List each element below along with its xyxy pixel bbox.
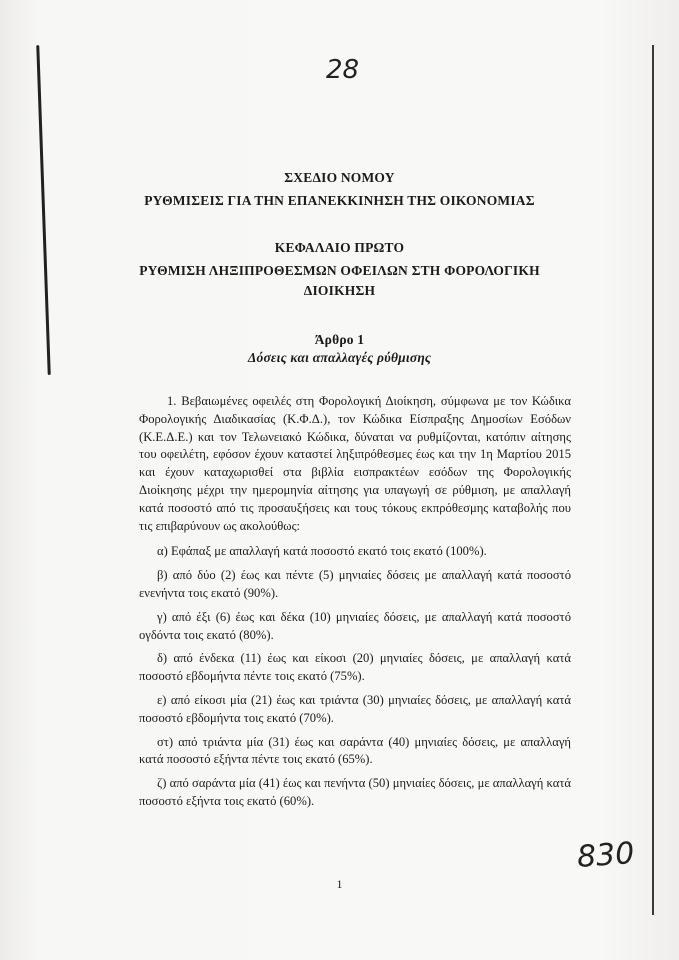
list-item-st: στ) από τριάντα μία (31) έως και σαράντα (40) μηνιαίες δόσεις, με απαλλαγή κατά ποσοστό εξήντα πέντε τοις εκατό (65%).: [139, 734, 571, 767]
chapter-title-line2: ΔΙΟΙΚΗΣΗ: [303, 283, 376, 298]
handwritten-page-number: 28: [326, 55, 360, 85]
handwritten-number: 830: [575, 836, 636, 875]
list-item-d: δ) από ένδεκα (11) έως και είκοσι (20) μηνιαίες δόσεις, με απαλλαγή κατά ποσοστό εβδομήντα πέντε τοις εκατό (75%).: [139, 651, 571, 684]
list-item-a: α) Εφάπαξ με απαλλαγή κατά ποσοστό εκατό τοις εκατό (100%).: [157, 544, 487, 559]
article-body: [139, 393, 571, 817]
chapter-heading: ΚΕΦΑΛΑΙΟ ΠΡΩΤΟ: [274, 240, 405, 255]
list-item-z: ζ) από σαράντα μία (41) έως και πενήντα (50) μηνιαίες δόσεις, με απαλλαγή κατά ποσοστό εξήντα τοις εκατό (60%).: [139, 776, 571, 808]
list-item-b: β) από δύο (2) έως και πέντε (5) μηνιαίες δόσεις με απαλλαγή κατά ποσοστό ενενήντα τοις εκατό (90%).: [139, 568, 571, 600]
law-title-heading: ΡΥΘΜΙΣΕΙΣ ΓΙΑ ΤΗΝ ΕΠΑΝΕΚΚΙΝΗΣΗ ΤΗΣ ΟΙΚΟΝΟΜΙΑΣ: [144, 193, 535, 208]
paragraph-1: 1. Βεβαιωμένες οφειλές στη Φορολογική Διοίκηση, σύμφωνα με τον Κώδικα Φορολογικής Διαδικασίας (Κ.Φ.Δ.), τον Κώδικα Είσπραξης Δημοσίων Εσόδων (Κ.Ε.Δ.Ε.) και τον Τελωνειακό Κώδικα, δύναται να ρυθμίζονται, κατόπιν αίτησης του οφειλέτη, εφόσον έχουν καταστεί ληξιπρόθεσμες έως και την 1η Μαρτίου 2015 και έχουν καταχωρισθεί στα βιβλία εισπρακτέων εσόδων της Φορολογικής Διοίκησης μέχρι την ημερομηνία αίτησης για υπαγωγή σε ρύθμιση, με απαλλαγή κατά ποσοστό από τις προσαυξήσεις και τους τόκους εκπρόθεσμης καταβολής που τις επιβαρύνουν ως ακολούθως:: [139, 394, 571, 533]
chapter-title-line1: ΡΥΘΜΙΣΗ ΛΗΞΙΠΡΟΘΕΣΜΩΝ ΟΦΕΙΛΩΝ ΣΤΗ ΦΟΡΟΛΟΓΙΚΗ: [139, 263, 540, 278]
article-heading: Άρθρο 1: [314, 332, 365, 347]
left-edge-mark: [36, 45, 51, 375]
list-item-e: ε) από είκοσι μία (21) έως και τριάντα (30) μηνιαίες δόσεις, με απαλλαγή κατά ποσοστό εβδομήντα τοις εκατό (70%).: [139, 692, 571, 725]
article-title: Δόσεις και απαλλαγές ρύθμισης: [247, 350, 432, 365]
list-item-c: γ) από έξι (6) έως και δέκα (10) μηνιαίες δόσεις, με απαλλαγή κατά ποσοστό ογδόντα τοις εκατό (80%).: [139, 609, 571, 642]
draft-law-heading: ΣΧΕΔΙΟ ΝΟΜΟΥ: [284, 170, 395, 185]
page-number: 1: [336, 877, 343, 891]
